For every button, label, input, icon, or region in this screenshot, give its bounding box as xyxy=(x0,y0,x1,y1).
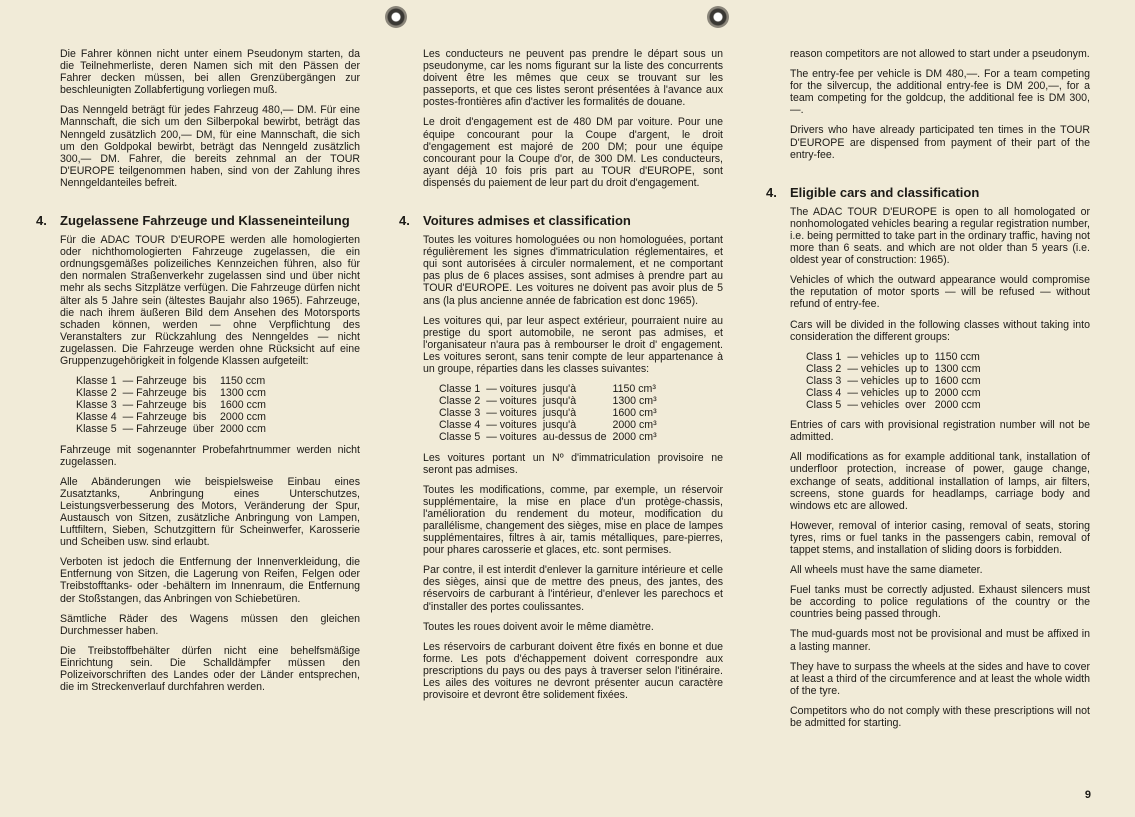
intro-paragraph: The entry-fee per vehicle is DM 480,—. For a team competing for the silvercup, the additional entry-fee is DM 200,—, for a team competing for the goldcup, the additional fee is DM 300,—. xyxy=(790,68,1090,117)
class-cell: Klasse 2 xyxy=(76,387,117,400)
body-paragraph: Les voitures portant un Nº d'immatriculation provisoire ne seront pas admises. xyxy=(423,451,723,476)
section-number: 4. xyxy=(399,213,410,229)
class-cell: Classe 1 xyxy=(439,383,481,396)
body-paragraph: Les réservoirs de carburant doivent être fixés en bonne et due forme. Les pots d'échappement doivent correspondre aux prescriptions du pays ou des pays à traverser selon l'itinéraire. Les ailes des voitures ne devront présenter aucun caractère provisoire et devront être solidement fixées. xyxy=(423,640,723,702)
intro-paragraph: Drivers who have already participated ten times in the TOUR D'EUROPE are dispensed from payment of their part of the entry-fee. xyxy=(790,124,1090,161)
section-title: Zugelassene Fahrzeuge und Klasseneinteilung xyxy=(60,213,350,229)
class-cell: Classe 4 xyxy=(439,419,481,432)
class-cell: jusqu'à xyxy=(542,395,577,408)
class-cell: bis xyxy=(192,411,207,424)
intro-paragraph: Das Nenngeld beträgt für jedes Fahrzeug 480,— DM. Für eine Mannschaft, die sich um den Silberpokal bewirbt, beträgt das Nenngeld zusätzlich 200,— DM, für eine Mannschaft, die sich um den Goldpokal bewirbt, beträgt das Nenngeld zusätzlich 300,— DM. Fahrer, die bereits zehnmal an der TOUR D'EUROPE teilgenommen haben, sind von der Zahlung ihres Nenngeldanteiles befreit. xyxy=(60,104,360,189)
class-list xyxy=(439,383,723,443)
class-cell: — Fahrzeuge xyxy=(122,399,187,412)
class-cell: 2000 ccm xyxy=(934,386,981,399)
class-cell: — vehicles xyxy=(847,386,900,399)
class-cell: Class 3 xyxy=(806,374,842,387)
body-paragraph: Cars will be divided in the following classes without taking into consideration the different groups: xyxy=(790,318,1090,343)
body-paragraph: Par contre, il est interdit d'enlever la garniture intérieure et celle des sièges, ainsi que de mettre des pneus, des jantes, des réservoirs de carburant à l'intérieur, d'enlever les parechocs et d'installer des portes coulissantes. xyxy=(423,564,723,613)
class-cell: 2000 cm³ xyxy=(612,419,657,432)
class-cell: — voitures xyxy=(486,431,537,444)
class-cell: Klasse 4 xyxy=(76,411,117,424)
column-german xyxy=(36,48,360,701)
body-paragraph: Vehicles of which the outward appearance would compromise the reputation of motor sports — will be refused — without refund of entry-fee. xyxy=(790,274,1090,311)
body-paragraph: The ADAC TOUR D'EUROPE is open to all homologated or nonhomologated vehicles bearing a regular registration number, i.e. being permitted to take part in the ordinary traffic, having not more than 6 seats. and which are not older than 5 years (i.e. oldest year of construction: 1965). xyxy=(790,205,1090,267)
section-heading xyxy=(36,213,360,229)
class-cell: — Fahrzeuge xyxy=(122,423,187,436)
intro-paragraph: Le droit d'engagement est de 480 DM par voiture. Pour une équipe concourant pour la Coupe d'argent, le droit d'engagement est majoré de 200 DM; pour une équipe concourant pour la Coupe d'or, de 300 DM. Les conducteurs, ayant déjà 10 fois pris part au TOUR d'EUROPE, sont dispensés du paiement de leur part du droit d'engagement. xyxy=(423,116,723,189)
class-cell: Classe 3 xyxy=(439,407,481,420)
class-cell: 1150 ccm xyxy=(934,350,980,363)
class-cell: — Fahrzeuge xyxy=(122,387,187,400)
body-paragraph: The mud-guards most not be provisional and must be affixed in a lasting manner. xyxy=(790,628,1090,653)
page-number: 9 xyxy=(1084,789,1091,801)
section-gap xyxy=(60,197,360,213)
body-paragraph: All wheels must have the same diameter. xyxy=(790,564,983,577)
class-cell: — voitures xyxy=(486,395,537,408)
class-cell: 1150 ccm xyxy=(220,375,266,388)
section-title: Voitures admises et classification xyxy=(423,213,631,229)
class-list xyxy=(76,375,360,435)
class-cell: — Fahrzeuge xyxy=(122,375,187,388)
class-cell: Klasse 1 xyxy=(76,375,117,388)
body-paragraph: Toutes les voitures homologuées ou non homologuées, portant régulièrement les signes d'immatriculation réglementaires, et qui sont autorisées à circuler normalement, et ne comportant pas plus de 6 places assises, sont admises à prendre part au TOUR d'EUROPE. Les voitures ne doivent pas avoir plus de 5 ans (la plus ancienne année de fabrication est donc 1965). xyxy=(423,234,723,307)
section-title: Eligible cars and classification xyxy=(790,184,980,200)
body-paragraph: Alle Abänderungen wie beispielsweise Einbau eines Zusatztanks, Anbringung eines Unterschutzes, Leistungsverbesserung des Motors, Veränderung der Spur, Austausch von Sitzen, zusätzliche Anbringung von Lampen, Luftfiltern, Sieben, Schutzgittern für Scheinwerfer, Karosserie und Scheiben usw. sind erlaubt. xyxy=(60,475,360,549)
class-cell: 1600 ccm xyxy=(934,374,981,387)
class-cell: up to xyxy=(905,362,929,375)
class-cell: 1300 ccm xyxy=(934,362,981,375)
body-paragraph: Fahrzeuge mit sogenannter Probefahrtnummer werden nicht zugelassen. xyxy=(60,443,360,468)
class-cell: 2000 ccm xyxy=(220,423,266,436)
class-cell: bis xyxy=(192,387,207,400)
class-cell: up to xyxy=(905,374,929,387)
class-cell: 2000 ccm xyxy=(220,411,266,424)
class-cell: jusqu'à xyxy=(542,407,577,420)
class-cell: — vehicles xyxy=(847,374,900,387)
class-cell: — voitures xyxy=(486,407,537,420)
column-french xyxy=(399,48,723,709)
class-cell: — vehicles xyxy=(847,362,900,375)
intro-paragraph: Die Fahrer können nicht unter einem Pseudonym starten, da die Teilnehmerliste, deren Namen sich mit den Pässen der Fahrer decken müssen, bei allen Grenzübergängen zur beschleunigten Zollabfertigung vorliegen muß. xyxy=(60,48,360,97)
class-cell: Classe 5 xyxy=(439,431,481,444)
column-english xyxy=(766,48,1090,737)
section-number: 4. xyxy=(766,184,777,200)
class-cell: up to xyxy=(905,350,929,363)
class-cell: Klasse 3 xyxy=(76,399,117,412)
class-cell: Classe 2 xyxy=(439,395,481,408)
body-paragraph: Competitors who do not comply with these prescriptions will not be admitted for starting. xyxy=(790,704,1090,730)
class-cell: 1300 ccm xyxy=(220,387,266,400)
body-paragraph: Toutes les modifications, comme, par exemple, un réservoir supplémentaire, la mise en place d'un protège-chassis, l'amélioration du rendement du moteur, modification du parallélisme, changement des sièges, mise en place de lampes supplémentaires, filtres à air, tamis métalliques, pare-pierres, pour phares carosserie et glaces, etc. sont permises. xyxy=(423,483,723,557)
body-paragraph: Für die ADAC TOUR D'EUROPE werden alle homologierten oder nichthomologierten Fahrzeuge zugelassen, die ein ordnungsgemäßes polizeiliches Kennzeichen führen, also für den normalen Straßenverkehr zugelassen sind und über nicht mehr als sechs Sitzplätze verfügen. Die Fahrzeuge dürfen nicht älter als 5 Jahre sein (ältestes Baujahr also 1965). Fahrzeuge, die nach ihrem äußeren Bild dem Ansehen des Motorsports schaden können, werden — ohne Verpflichtung des Veranstalters zur Rückzahlung des Nenngeldes — nicht zugelassen. Die Fahrzeuge werden ohne Rücksicht auf eine Gruppenzugehörigkeit in folgende Klassen aufgeteilt: xyxy=(60,234,360,367)
class-cell: 1600 cm³ xyxy=(612,407,657,420)
class-cell: 2000 ccm xyxy=(934,399,981,412)
body-paragraph: Die Treibstoffbehälter dürfen nicht eine behelfsmäßige Einrichtung sein. Die Schalldämpfer müssen den Polizeivorschriften des Landes oder der Länder entsprechen, die im Streckenverlauf durchfahren werden. xyxy=(60,644,360,694)
section-heading xyxy=(766,184,1090,200)
body-paragraph: Entries of cars with provisional registration number will not be admitted. xyxy=(790,419,1090,444)
body-paragraph: They have to surpass the wheels at the sides and have to cover at least a third of the circumference and at least the whole width of the tyre. xyxy=(790,660,1090,697)
intro-paragraph: Les conducteurs ne peuvent pas prendre le départ sous un pseudonyme, car les noms figurant sur la liste des concurrents doivent être les mêmes que ceux se trouvant sur les passeports, et que ces listes seront présentées à l'avance aux postes-frontières afin d'activer les formalités de douane. xyxy=(423,48,723,109)
class-cell: — voitures xyxy=(486,383,537,396)
class-cell: jusqu'à xyxy=(542,419,577,432)
section-number: 4. xyxy=(36,213,47,229)
class-cell: bis xyxy=(192,399,207,412)
section-gap xyxy=(423,197,723,213)
class-cell: over xyxy=(905,399,926,412)
class-cell: jusqu'à xyxy=(542,383,577,396)
class-cell: 2000 cm³ xyxy=(612,431,657,444)
body-paragraph: Sämtliche Räder des Wagens müssen den gleichen Durchmesser haben. xyxy=(60,612,360,637)
section-gap xyxy=(790,169,1090,185)
class-cell: — vehicles xyxy=(847,350,900,363)
class-cell: — Fahrzeuge xyxy=(122,411,187,424)
body-paragraph: Les voitures qui, par leur aspect extérieur, pourraient nuire au prestige du sport automobile, ne seront pas admises, et l'organisateur n'aura pas à rembourser le droit d' engagement. Les voitures seront, sans tenir compte de leur appartenance à un groupe, réparties dans les classes suivantes: xyxy=(423,314,723,375)
body-paragraph: However, removal of interior casing, removal of seats, storing tyres, rims or fuel tanks in the passengers cabin, removal of tappet stems, and installation of sliding doors is forbidden. xyxy=(790,519,1090,556)
class-cell: Class 4 xyxy=(806,386,842,399)
class-cell: Class 5 xyxy=(806,399,842,412)
class-list xyxy=(806,351,1090,411)
class-cell: up to xyxy=(905,386,929,399)
section-heading xyxy=(399,213,723,229)
class-cell: — voitures xyxy=(486,419,537,432)
punch-hole-left xyxy=(385,6,407,28)
class-cell: über xyxy=(192,423,215,436)
body-paragraph: Toutes les roues doivent avoir le même diamètre. xyxy=(423,620,654,633)
body-paragraph: Verboten ist jedoch die Entfernung der Innenverkleidung, die Entfernung von Sitzen, die Lagerung von Reifen, Felgen oder Treibstofftanks- oder -behältern im Innenraum, die Entfernung der Stoßstangen, das Anbringen von Schiebetüren. xyxy=(60,556,360,605)
class-cell: Klasse 5 xyxy=(76,423,117,436)
class-cell: Class 1 xyxy=(806,350,842,363)
class-cell: bis xyxy=(192,375,207,388)
body-paragraph: All modifications as for example additional tank, installation of underfloor protection, increase of power, gauge change, exchange of seats, additional installation of lamps, air filters, screens, stone guards for headlamps, carriage body and windows etc are allowed. xyxy=(790,451,1090,512)
class-cell: Class 2 xyxy=(806,362,842,375)
class-cell: au-dessus de xyxy=(542,431,607,444)
class-cell: 1300 cm³ xyxy=(612,395,657,408)
punch-hole-right xyxy=(707,6,729,28)
class-cell: 1600 ccm xyxy=(220,399,266,412)
body-paragraph: Fuel tanks must be correctly adjusted. Exhaust silencers must be according to police regulations of the country or the countries being passed through. xyxy=(790,584,1090,621)
class-cell: — vehicles xyxy=(847,399,900,412)
intro-paragraph: reason competitors are not allowed to start under a pseudonym. xyxy=(790,48,1090,60)
class-cell: 1150 cm³ xyxy=(612,383,656,396)
